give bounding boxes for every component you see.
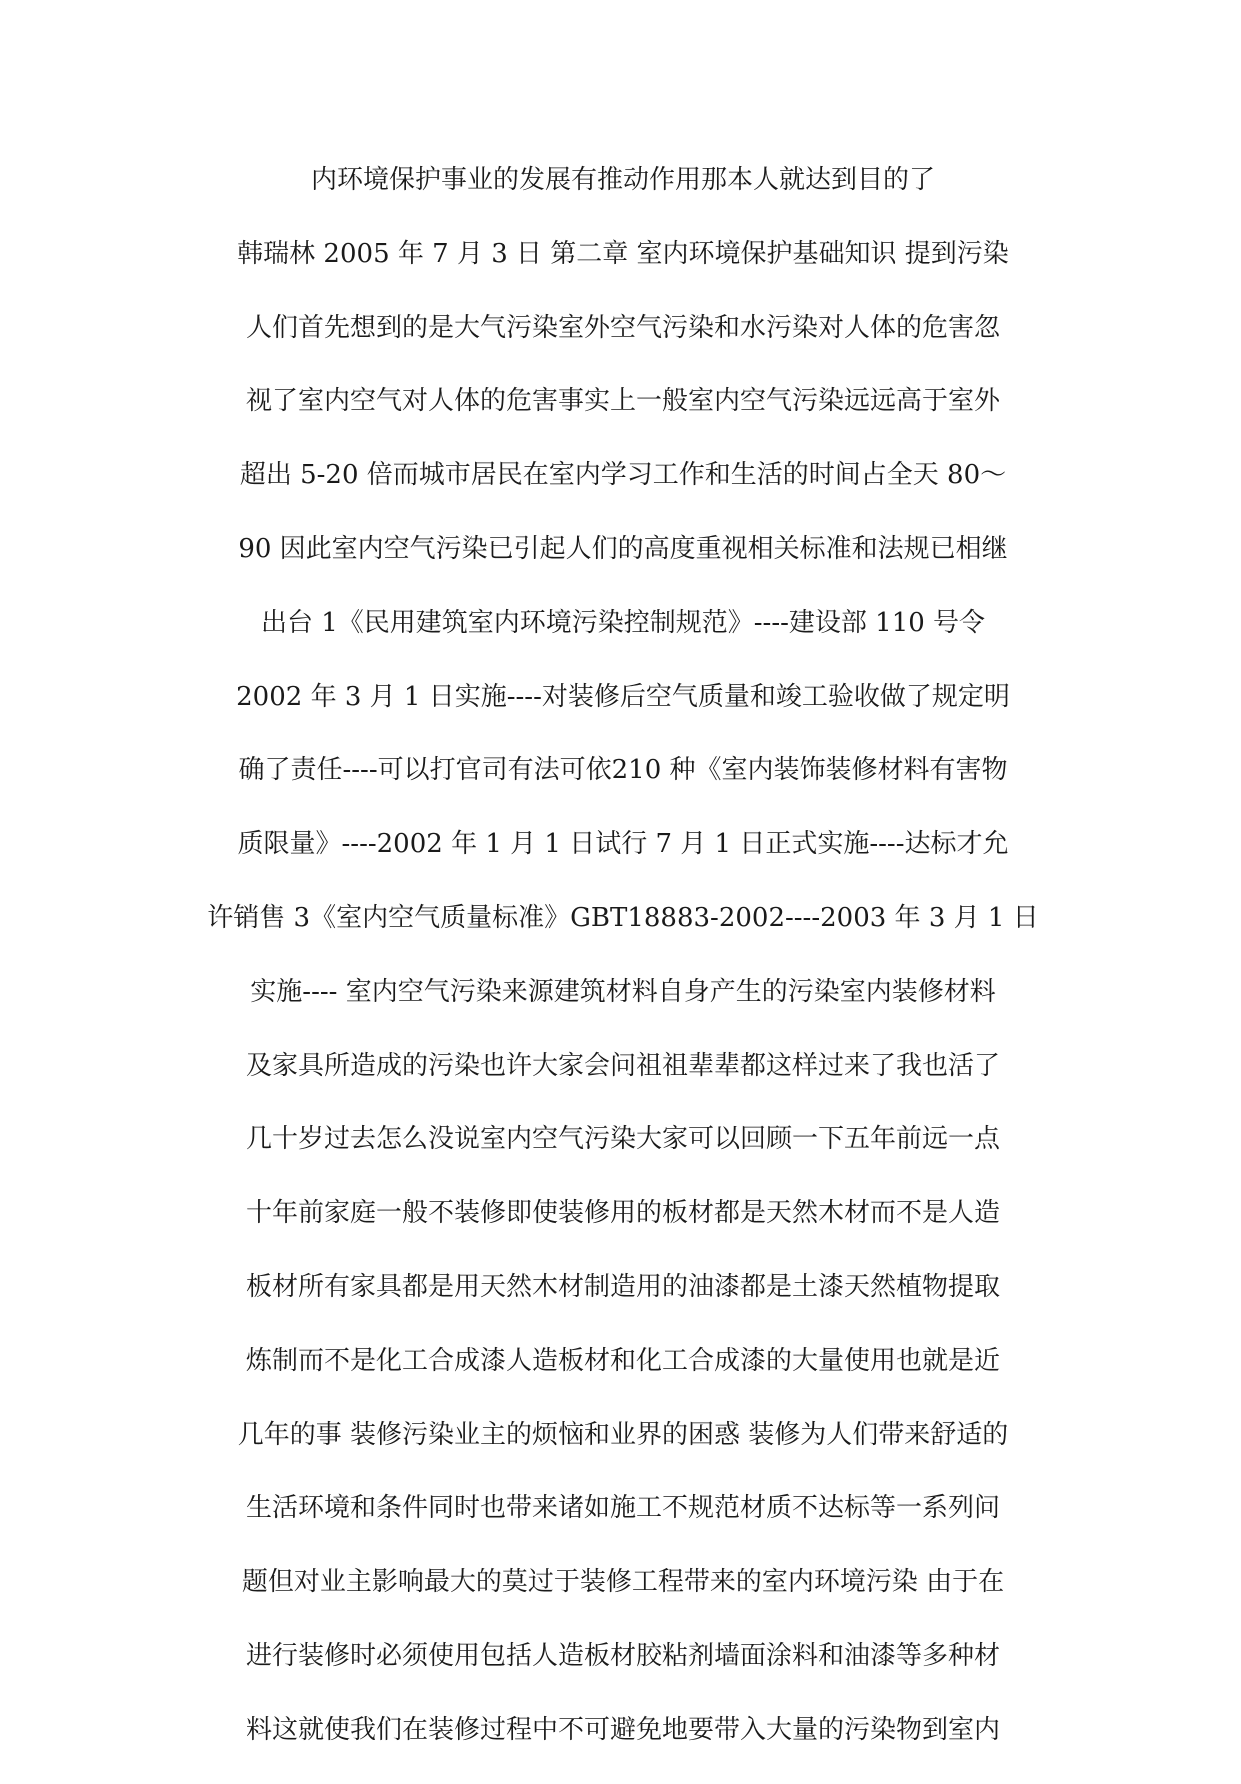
text-line: 确了责任----可以打官司有法可依210 种《室内装饰装修材料有害物 — [238, 755, 1008, 786]
text-line: 质限量》----2002 年 1 月 1 日试行 7 月 1 日正式实施----达标才允 — [237, 829, 1009, 860]
text-line: 2002 年 3 月 1 日实施----对装修后空气质量和竣工验收做了规定明 — [236, 681, 1010, 712]
text-line: 几年的事 装修污染业主的烦恼和业界的困惑 装修为人们带来舒适的 — [237, 1419, 1009, 1450]
text-line: 许销售 3《室内空气质量标准》GBT18883-2002----2003 年 3 月 1 日 — [207, 902, 1039, 933]
text-line: 90 因此室内空气污染已引起人们的高度重视相关标准和法规已相继 — [238, 533, 1008, 564]
text-line: 超出 5-20 倍而城市居民在室内学习工作和生活的时间占全天 80～ — [239, 460, 1007, 491]
text-line: 韩瑞林 2005 年 7 月 3 日 第二章 室内环境保护基础知识 提到污染 — [237, 238, 1009, 269]
text-line: 进行装修时必须使用包括人造板材胶粘剂墙面涂料和油漆等多种材 — [245, 1640, 1000, 1671]
text-line: 实施---- 室内空气污染来源建筑材料自身产生的污染室内装修材料 — [250, 976, 996, 1007]
text-line: 十年前家庭一般不装修即使装修用的板材都是天然木材而不是人造 — [245, 1198, 1000, 1229]
text-line: 生活环境和条件同时也带来诸如施工不规范材质不达标等一系列问 — [245, 1493, 1000, 1524]
text-line: 人们首先想到的是大气污染室外空气污染和水污染对人体的危害忽 — [245, 312, 1000, 343]
text-line: 及家具所造成的污染也许大家会问祖祖辈辈都这样过来了我也活了 — [245, 1050, 1000, 1081]
body-text — [188, 160, 1058, 1784]
text-line: 题但对业主影响最大的莫过于装修工程带来的室内环境污染 由于在 — [241, 1567, 1005, 1598]
text-line: 板材所有家具都是用天然木材制造用的油漆都是土漆天然植物提取 — [245, 1271, 1000, 1302]
text-line: 内环境保护事业的发展有推动作用那本人就达到目的了 — [310, 165, 935, 195]
text-line: 出台 1《民用建筑室内环境污染控制规范》----建设部 110 号令 — [260, 607, 986, 638]
text-line: 几十岁过去怎么没说室内空气污染大家可以回顾一下五年前远一点 — [245, 1124, 1000, 1155]
text-line: 料这就使我们在装修过程中不可避免地要带入大量的污染物到室内 — [245, 1714, 1000, 1745]
text-line: 视了室内空气对人体的危害事实上一般室内空气污染远远高于室外 — [245, 386, 1000, 417]
text-line: 炼制而不是化工合成漆人造板材和化工合成漆的大量使用也就是近 — [245, 1345, 1000, 1376]
